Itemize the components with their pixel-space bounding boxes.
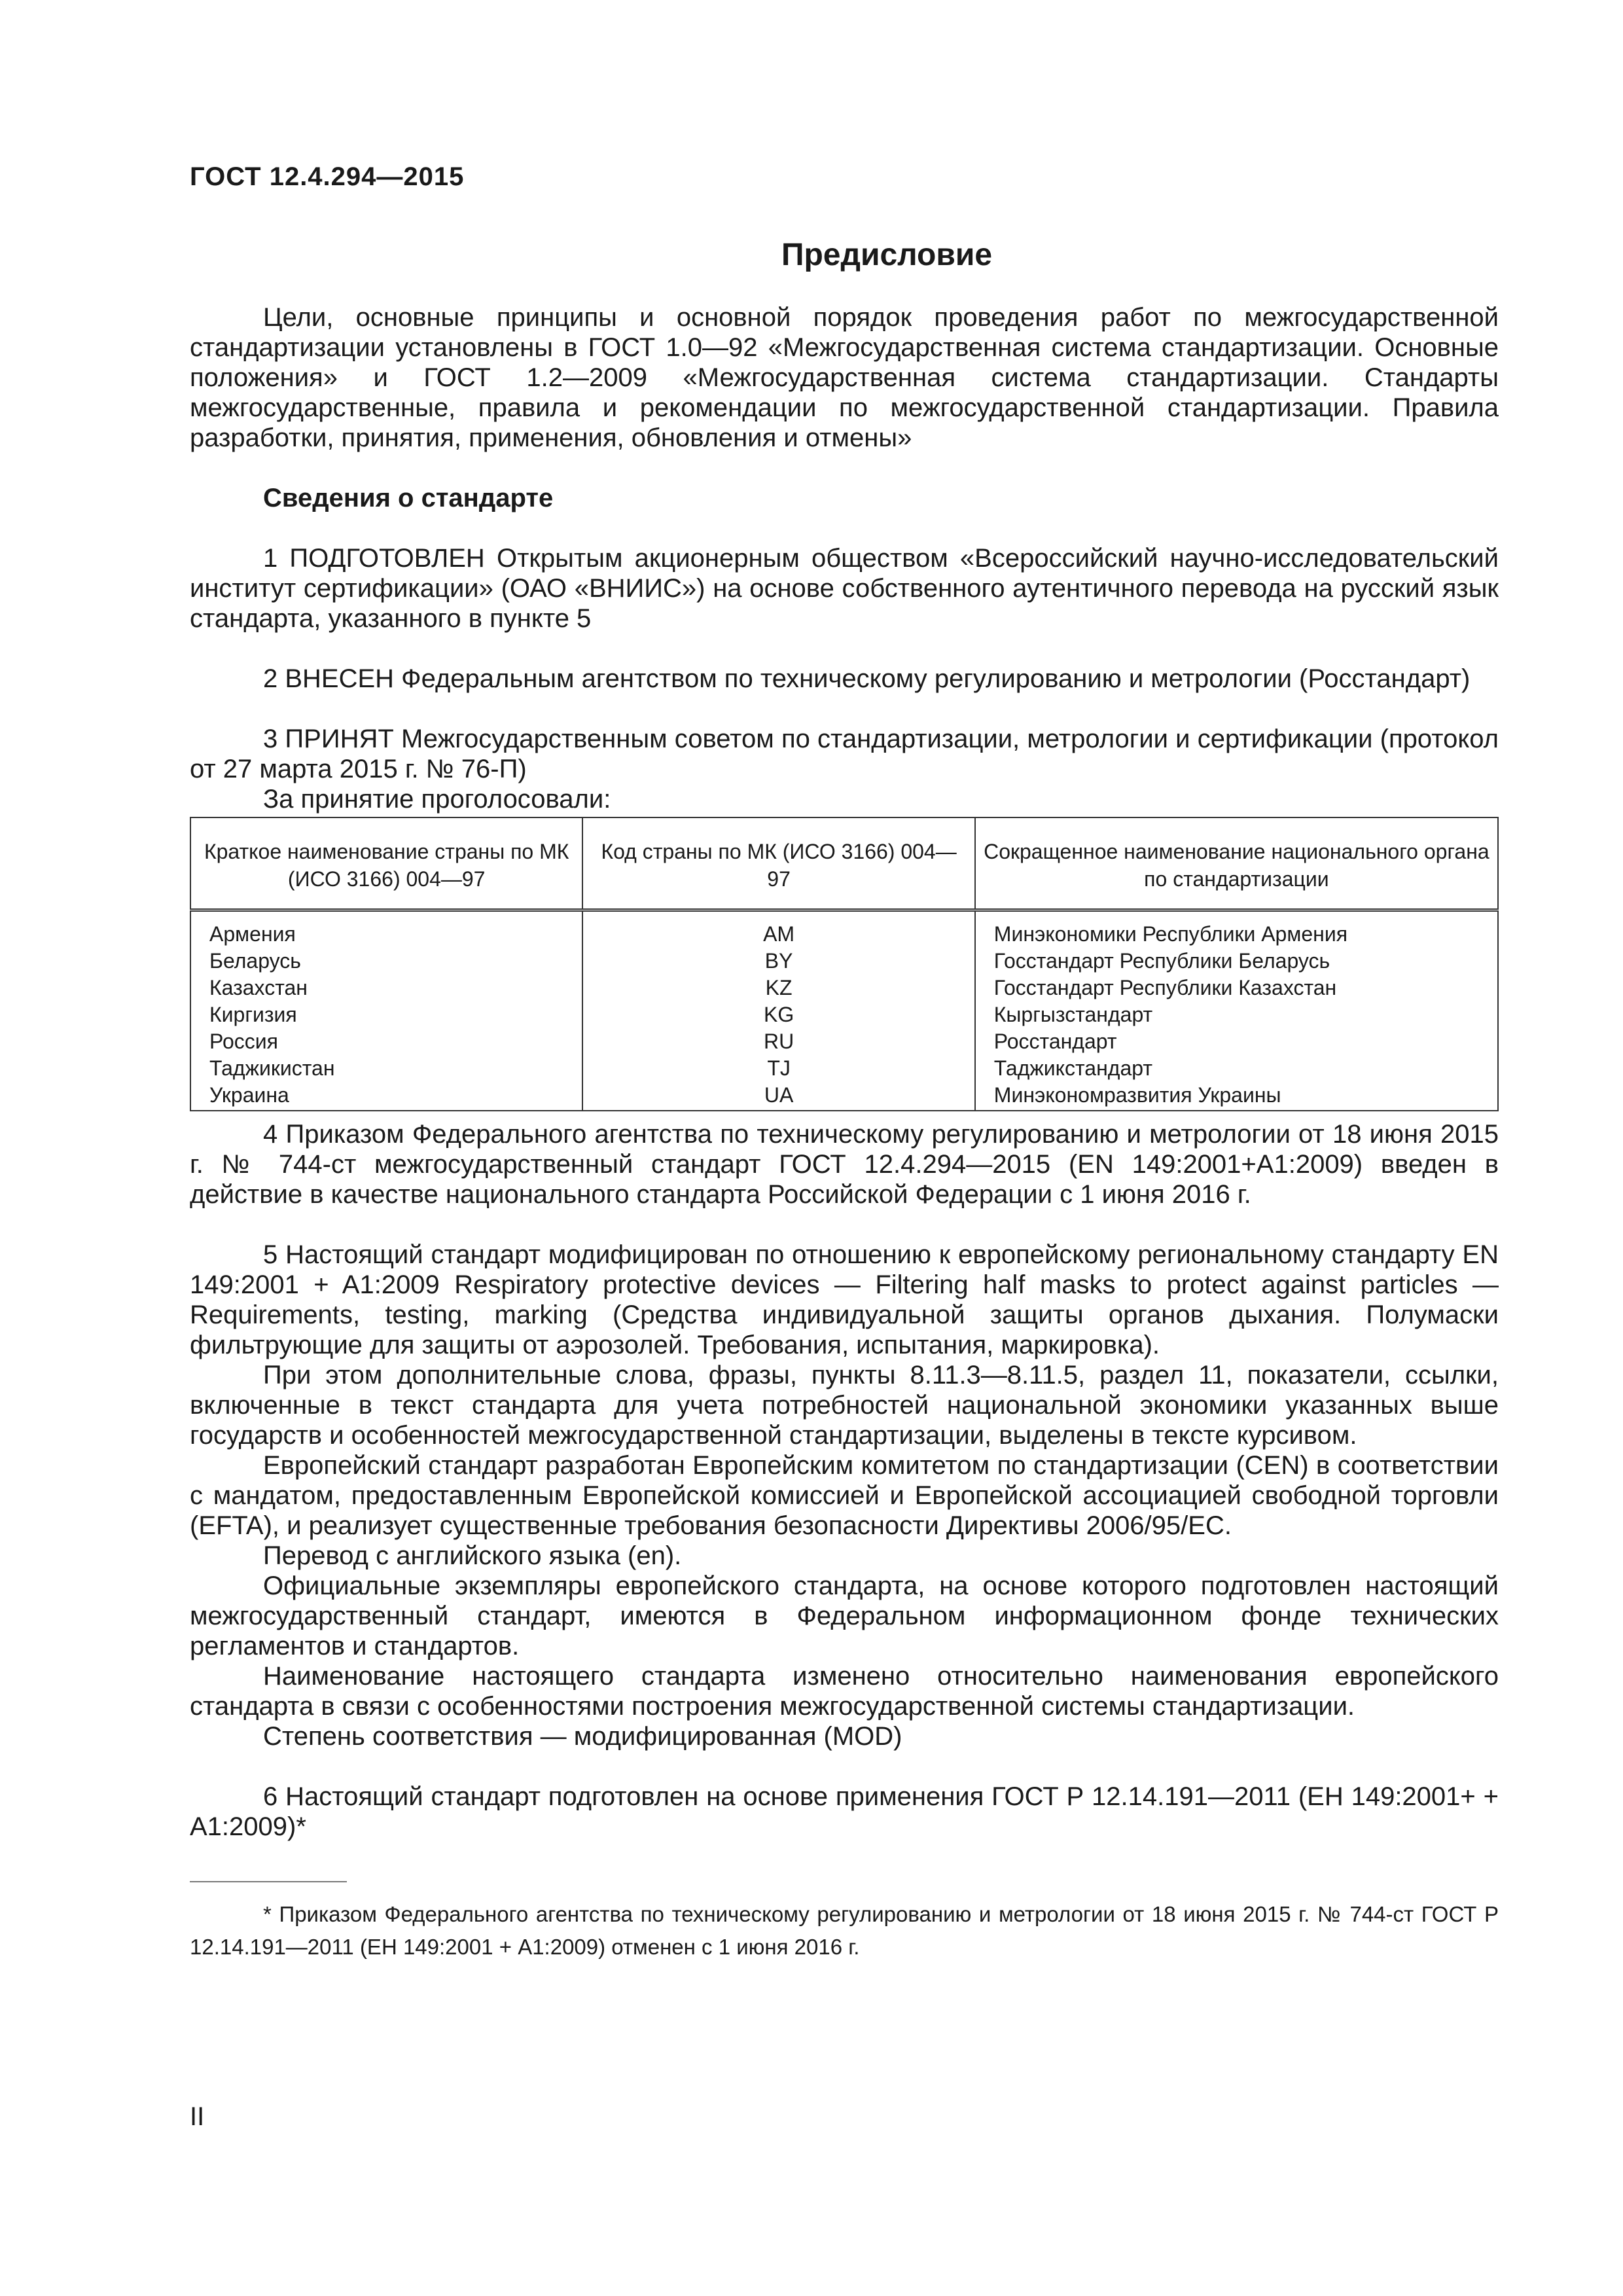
table-row [190, 1001, 1498, 1028]
table-header-row [190, 817, 1498, 910]
country-code: AM [582, 910, 974, 948]
table-row [190, 948, 1498, 975]
document-number-header: ГОСТ 12.4.294—2015 [190, 162, 465, 191]
country-name: Украина [190, 1082, 582, 1111]
page-title: Предисловие [781, 238, 993, 272]
item-1: 1 ПОДГОТОВЛЕН Открытым акционерным обществом «Всероссийский научно-исследовательский институт сертификации» (ОАО «ВНИИС») на основе собственного аутентичного перевода на русский язык стандарта, указанного в пункте 5 [190, 544, 1499, 633]
table-row [190, 975, 1498, 1001]
country-code: RU [582, 1028, 974, 1055]
national-body: Минэкономразвития Украины [975, 1082, 1498, 1111]
table-row [190, 1055, 1498, 1082]
national-body: Росстандарт [975, 1028, 1498, 1055]
national-body: Кыргызстандарт [975, 1001, 1498, 1028]
item-2: 2 ВНЕСЕН Федеральным агентством по техническому регулированию и метрологии (Росстандарт) [263, 664, 1471, 693]
country-name: Таджикистан [190, 1055, 582, 1082]
item-5-title-change: Наименование настоящего стандарта изменено относительно наименования европейского стандарта в связи с особенностями построения межгосударственной системы стандартизации. [190, 1662, 1499, 1721]
item-5-official-copies: Официальные экземпляры европейского стандарта, на основе которого подготовлен настоящий межгосударственный стандарт, имеются в Федеральном информационном фонде технических регламентов и стандартов. [190, 1571, 1499, 1660]
table-row [190, 1028, 1498, 1055]
country-code: TJ [582, 1055, 974, 1082]
country-name: Беларусь [190, 948, 582, 975]
item-4: 4 Приказом Федерального агентства по техническому регулированию и метрологии от 18 июня 2015 г. № 744-ст межгосударственный стандарт ГОСТ 12.4.294—2015 (EN 149:2001+A1:2009) введен в действие в качестве национального стандарта Российской Федерации с 1 июня 2016 г. [190, 1120, 1499, 1209]
table-header-cell: Краткое наименование страны по МК (ИСО 3166) 004—97 [190, 817, 582, 910]
page-number: II [190, 2102, 205, 2131]
item-5-cen-mandate: Европейский стандарт разработан Европейским комитетом по стандартизации (CEN) в соответствии с мандатом, предоставленным Европейской комиссией и Европейской ассоциацией свободной торговли (EFTA), и реализует существенные требования безопасности Директивы 2006/95/ЕС. [190, 1451, 1499, 1540]
footnote-divider [190, 1881, 347, 1882]
section-heading: Сведения о стандарте [263, 484, 554, 512]
intro-paragraph: Цели, основные принципы и основной порядок проведения работ по межгосударственной стандартизации установлены в ГОСТ 1.0—92 «Межгосударственная система стандартизации. Основные положения» и ГОСТ 1.2—2009 «Межгосударственная система стандартизации. Стандарты межгосударственные, правила и рекомендации по межгосударственной стандартизации. Правила разработки, принятия, применения, обновления и отмены» [190, 303, 1499, 452]
item-3: 3 ПРИНЯТ Межгосударственным советом по стандартизации, метрологии и сертификации (протокол от 27 марта 2015 г. № 76-П) [190, 725, 1499, 783]
country-code: KZ [582, 975, 974, 1001]
item-5-italic-note: При этом дополнительные слова, фразы, пункты 8.11.3—8.11.5, раздел 11, показатели, ссылки, включенные в текст стандарта для учета потребностей национальной экономики указанных выше государств и особенностей межгосударственной стандартизации, выделены в тексте курсивом. [190, 1361, 1499, 1450]
country-name: Россия [190, 1028, 582, 1055]
national-body: Минэкономики Республики Армения [975, 910, 1498, 948]
table-header-cell: Код страны по МК (ИСО 3166) 004—97 [582, 817, 974, 910]
vote-table [190, 817, 1499, 1111]
table-header-cell: Сокращенное наименование национального органа по стандартизации [975, 817, 1498, 910]
item-6: 6 Настоящий стандарт подготовлен на основе применения ГОСТ Р 12.14.191—2011 (ЕН 149:2001+ + A1:2009)* [190, 1782, 1499, 1841]
country-name: Киргизия [190, 1001, 582, 1028]
country-code: BY [582, 948, 974, 975]
item-5-conformity-degree: Степень соответствия — модифицированная (MOD) [263, 1722, 902, 1751]
country-name: Армения [190, 910, 582, 948]
table-row [190, 1082, 1498, 1111]
document-page [190, 0, 1499, 2296]
item-5: 5 Настоящий стандарт модифицирован по отношению к европейскому региональному стандарту EN 149:2001 + A1:2009 Respiratory protective devices — Filtering half masks to protect against particles — Requirements, testing, marking (Средства индивидуальной защиты органов дыхания. Полумаски фильтрующие для защиты от аэрозолей. Требования, испытания, маркировка). [190, 1240, 1499, 1359]
table-row [190, 910, 1498, 948]
country-code: KG [582, 1001, 974, 1028]
footnote-text: * Приказом Федерального агентства по техническому регулированию и метрологии от 18 июня 2015 г. № 744-ст ГОСТ Р 12.14.191—2011 (ЕН 149:2001 + А1:2009) отменен с 1 июня 2016 г. [190, 1902, 1499, 1959]
item-3-vote-label: За принятие проголосовали: [263, 785, 611, 814]
footnote [190, 1898, 1499, 1964]
national-body: Госстандарт Республики Казахстан [975, 975, 1498, 1001]
item-5-translation: Перевод с английского языка (en). [263, 1541, 682, 1570]
country-code: UA [582, 1082, 974, 1111]
country-name: Казахстан [190, 975, 582, 1001]
document-body [190, 302, 1499, 1964]
national-body: Госстандарт Республики Беларусь [975, 948, 1498, 975]
national-body: Таджикстандарт [975, 1055, 1498, 1082]
